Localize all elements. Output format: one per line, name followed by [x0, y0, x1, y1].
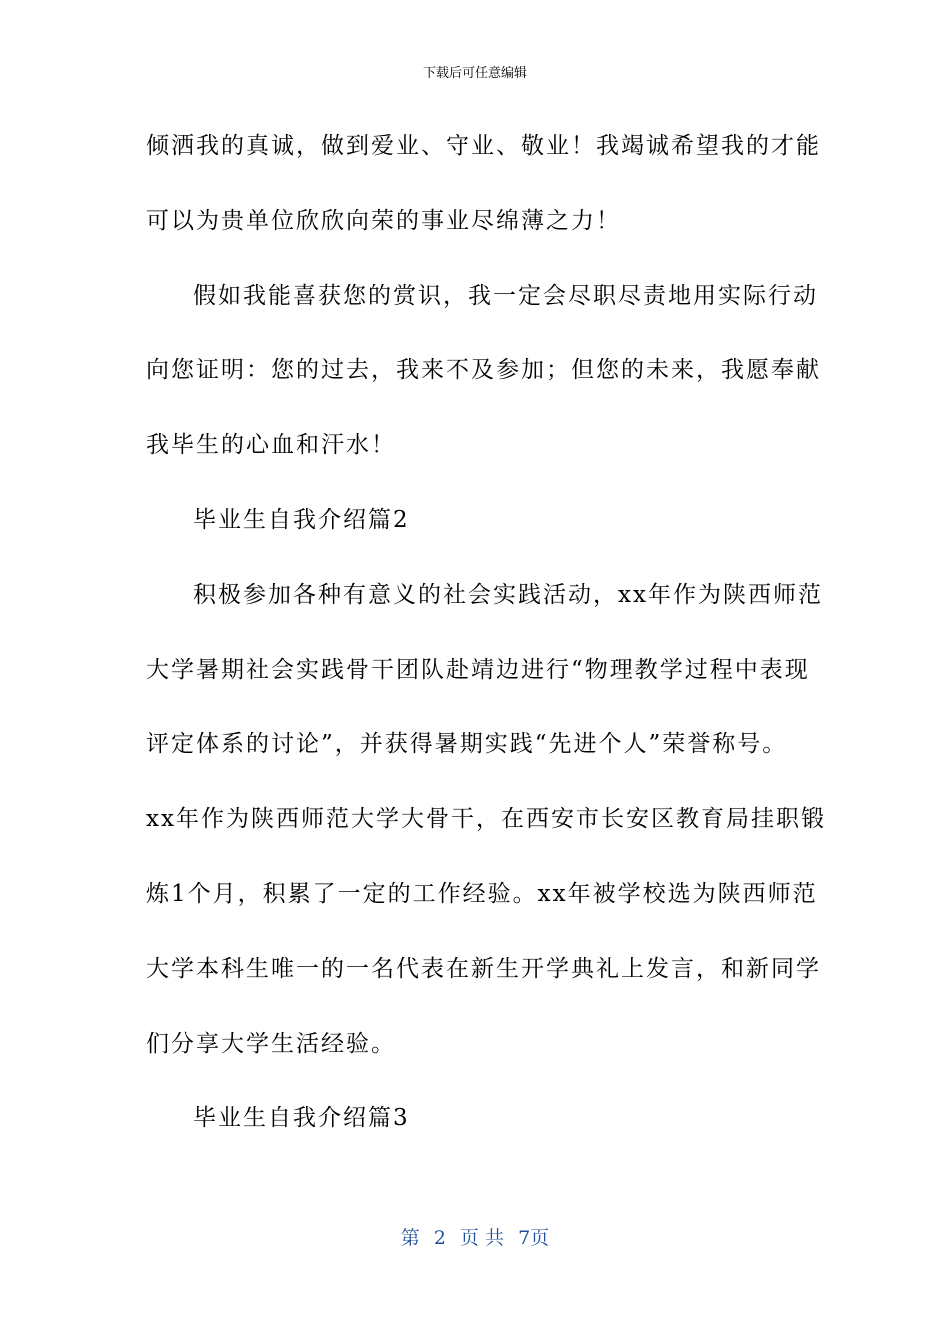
text-line: 大学暑期社会实践骨干团队赴靖边进行“物理教学过程中表现 — [146, 656, 810, 683]
text-line: 评定体系的讨论”，并获得暑期实践“先进个人”荣誉称号。 — [146, 731, 788, 758]
page-header: 下载后可任意编辑 — [422, 66, 527, 81]
text-line: 我毕生的心血和汗水！ — [146, 432, 396, 459]
section-heading: 毕业生自我介绍篇2 — [193, 506, 410, 533]
footer-total: 7页 — [518, 1227, 550, 1249]
footer-prefix: 第 — [400, 1227, 420, 1249]
text-line: xx年作为陕西师范大学大骨干，在西安市长安区教育局挂职锻 — [146, 806, 826, 833]
text-line: 们分享大学生活经验。 — [146, 1030, 396, 1057]
footer-current-page: 2 — [433, 1227, 446, 1249]
text-line: 炼1个月，积累了一定的工作经验。xx年被学校选为陕西师范 — [146, 880, 818, 907]
text-line: 向您证明：您的过去，我来不及参加；但您的未来，我愿奉献 — [146, 357, 821, 384]
text-line: 大学本科生唯一的一名代表在新生开学典礼上发言，和新同学 — [146, 955, 821, 982]
footer-middle: 页 共 — [460, 1227, 505, 1249]
document-body — [146, 118, 826, 1165]
text-line: 可以为贵单位欣欣向荣的事业尽绵薄之力！ — [146, 207, 621, 234]
text-line: 倾洒我的真诚，做到爱业、守业、敬业！我竭诚希望我的才能 — [146, 133, 821, 159]
text-line: 假如我能喜获您的赏识，我一定会尽职尽责地用实际行动 — [193, 282, 818, 309]
page-footer — [0, 1226, 950, 1250]
section-heading: 毕业生自我介绍篇3 — [193, 1105, 410, 1132]
text-line: 积极参加各种有意义的社会实践活动，xx年作为陕西师范 — [193, 581, 823, 608]
